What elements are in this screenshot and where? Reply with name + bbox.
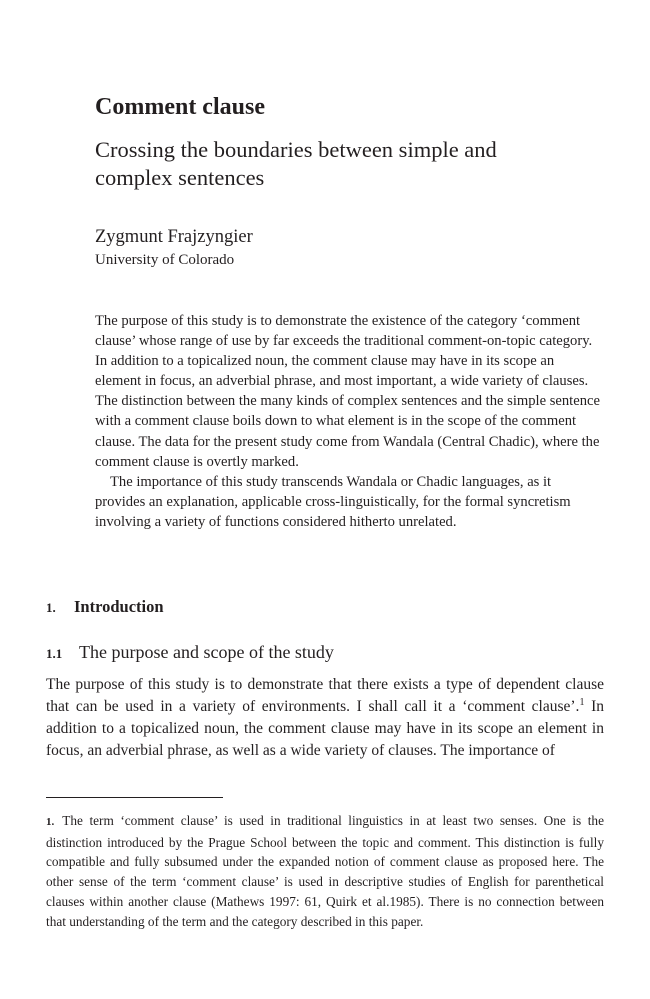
subsection-heading bbox=[46, 641, 334, 665]
section-title: Introduction bbox=[74, 597, 164, 616]
author-affiliation: University of Colorado bbox=[95, 252, 235, 268]
author-name: Zygmunt Frajzyngier bbox=[95, 227, 253, 247]
subsection-title: The purpose and scope of the study bbox=[79, 642, 334, 662]
footnote-divider bbox=[46, 797, 223, 798]
footnote bbox=[46, 811, 604, 931]
footnote-reference[interactable]: 1 bbox=[579, 696, 585, 708]
abstract-paragraph-1: The purpose of this study is to demonstrate the existence of the category ‘comment clause’ whose range of use by far exceeds the traditional comment-on-topic category. In addition to a topicalized noun, the comment clause may have in its scope an element in focus, an adverbial phrase, and most important, a wide variety of clauses. The distinction between the many kinds of complex sentences and the simple sentence with a comment clause boils down to what element is in the scope of the comment clause. The data for the present study come from Wandala (Central Chadic), where the comment clause is overtly marked. bbox=[95, 313, 600, 470]
body-text-after-note: In addition to a topicalized noun, the comment clause may have in its scope an element in focus, an adverbial phrase, as well as a wide variety of clauses. The importance of bbox=[46, 698, 604, 759]
section-heading bbox=[46, 597, 164, 618]
paper-subtitle: Crossing the boundaries between simple and complex sentences bbox=[95, 137, 497, 190]
abstract-paragraph-2: The importance of this study transcends Wandala or Chadic languages, as it provides an explanation, applicable cross-linguistically, for the formal syncretism involving a variety of functions considered hitherto unrelated. bbox=[95, 473, 571, 530]
footnote-number: 1. bbox=[46, 816, 55, 828]
footnote-text: The term ‘comment clause’ is used in traditional linguistics in at least two senses. One is the distinction introduced by the Prague School between the topic and comment. This distinction is fully compatible and fully subsumed under the expanded notion of comment clause as proposed here. The other sense of the term ‘comment clause’ is used in descriptive studies of English for parenthetical clauses within another clause (Mathews 1997: 61, Quirk et al.1985). There is no connection between that understanding of the term and the category described in this paper. bbox=[46, 813, 604, 929]
section-number: 1. bbox=[46, 600, 56, 615]
paper-title: Comment clause bbox=[95, 94, 265, 120]
abstract bbox=[95, 311, 600, 532]
subsection-number: 1.1 bbox=[46, 646, 63, 661]
body-paragraph bbox=[46, 674, 604, 762]
body-text-before-note: The purpose of this study is to demonstrate that there exists a type of dependent clause that can be used in a variety of environments. I shall call it a ‘comment clause’. bbox=[46, 676, 604, 715]
